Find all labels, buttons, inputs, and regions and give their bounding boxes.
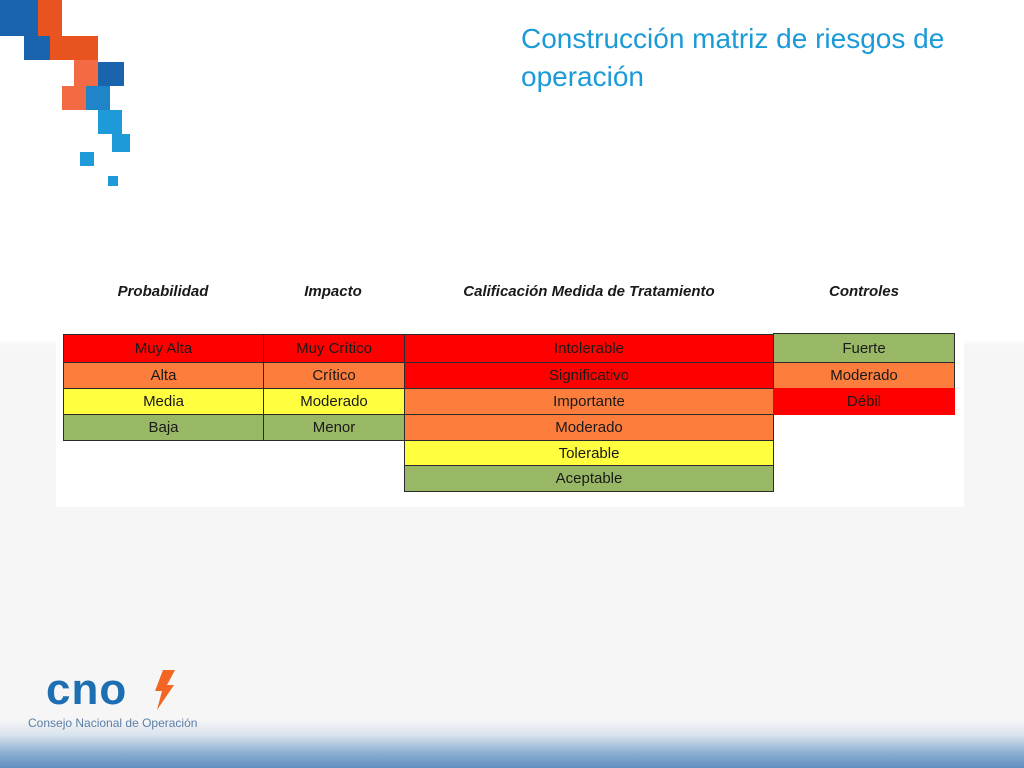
controles-cell: Moderado (773, 362, 955, 389)
probabilidad-cell: Media (63, 388, 264, 415)
square-decoration (62, 86, 86, 110)
slide-title: Construcción matriz de riesgos de operación (521, 23, 945, 92)
square-decoration (38, 0, 62, 36)
square-decoration (74, 60, 98, 86)
header-impacto: Impacto (304, 283, 362, 300)
calificacion-cell: Importante (404, 388, 774, 415)
controles-cell: Débil (773, 388, 955, 415)
square-decoration (24, 36, 50, 60)
impacto-cell: Muy Crítico (263, 334, 405, 363)
header-controles: Controles (828, 283, 899, 300)
square-decoration (80, 152, 94, 166)
cno-logo-subtitle: Consejo Nacional de Operación (28, 716, 198, 730)
cno-logo (28, 665, 228, 730)
square-decoration (108, 176, 118, 186)
square-decoration (50, 36, 98, 60)
square-decoration (86, 86, 110, 110)
decorative-squares (0, 0, 140, 200)
probabilidad-cell: Alta (63, 362, 264, 389)
square-decoration (112, 134, 130, 152)
square-decoration (0, 0, 38, 36)
square-decoration (98, 62, 124, 86)
header-calificacion: Calificación Medida de Tratamiento (463, 283, 715, 300)
square-decoration (98, 110, 122, 134)
impacto-cell: Moderado (263, 388, 405, 415)
calificacion-cell: Intolerable (404, 334, 774, 363)
controles-cell: Fuerte (773, 333, 955, 363)
header-probabilidad: Probabilidad (117, 283, 209, 300)
impacto-cell: Crítico (263, 362, 405, 389)
calificacion-cell: Tolerable (404, 440, 774, 466)
lightning-bolt-icon (153, 670, 175, 710)
calificacion-cell: Aceptable (404, 465, 774, 492)
impacto-cell: Menor (263, 414, 405, 441)
probabilidad-cell: Muy Alta (63, 334, 264, 363)
calificacion-cell: Moderado (404, 414, 774, 441)
probabilidad-cell: Baja (63, 414, 264, 441)
calificacion-cell: Significativo (404, 362, 774, 389)
cno-logo-text: cno (46, 665, 128, 714)
